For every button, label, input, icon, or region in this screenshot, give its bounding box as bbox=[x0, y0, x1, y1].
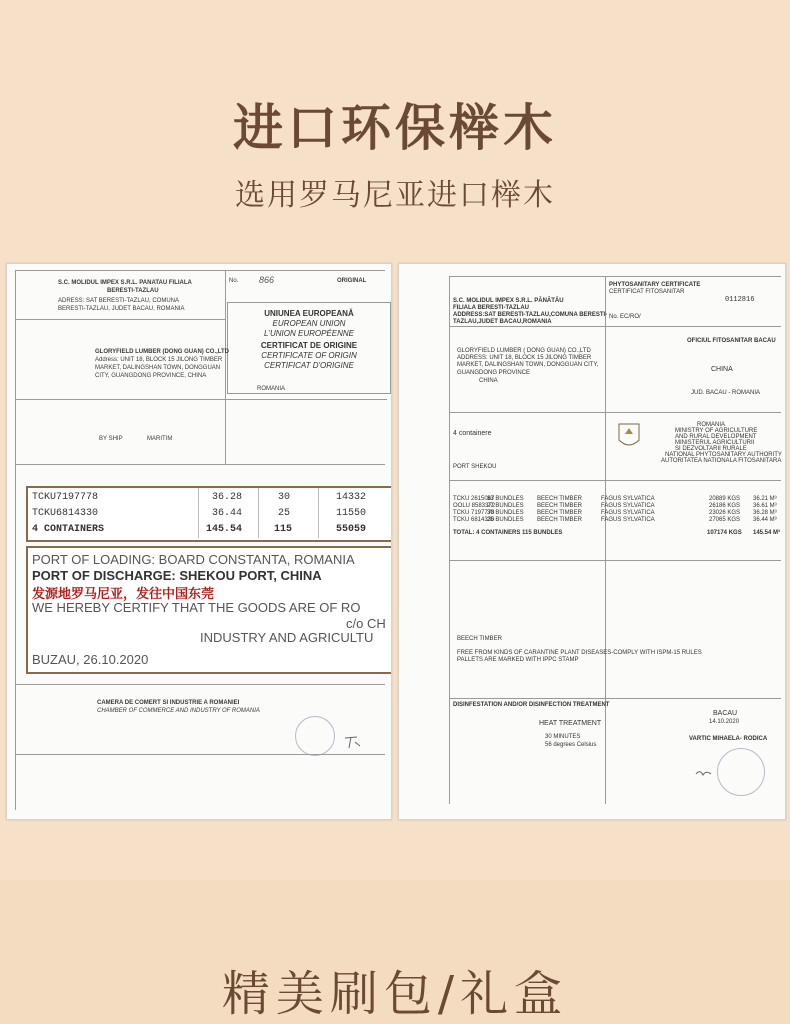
transport-value-2: MARITIM bbox=[147, 436, 173, 442]
to-country: CHINA bbox=[711, 366, 733, 373]
row-container: TCKU 6814330 bbox=[453, 517, 495, 523]
divider-line bbox=[449, 560, 781, 561]
additional-declaration: BEECH TIMBER bbox=[457, 636, 502, 642]
official-stamp bbox=[717, 748, 765, 796]
divider-line bbox=[449, 698, 781, 699]
place-of-origin: JUD. BACAU - ROMANIA bbox=[691, 390, 761, 396]
eu-title-fr: L'UNION EUROPÉENNE bbox=[264, 329, 354, 338]
phyto-consignee-4: GUANGDONG PROVINCE bbox=[457, 370, 531, 376]
divider-line bbox=[605, 276, 606, 804]
row-kgs: 26186 KGS bbox=[709, 503, 741, 509]
container-bundles: 115 bbox=[274, 524, 293, 535]
disinfestation-title: DISINFESTATION AND/OR DISINFECTION TREATMENT bbox=[453, 702, 610, 708]
consignee-address-2: MARKET, DALINGSHAN TOWN, DONGGUAN bbox=[95, 365, 221, 371]
ministry-4: MINISTERUL AGRICULTURII bbox=[675, 440, 755, 446]
row-container: TCKU 2615067 bbox=[453, 496, 495, 502]
border-line bbox=[449, 276, 781, 277]
phyto-consignee: GLORYFIELD LUMBER ( DONG GUAN) CO.,LTD bbox=[457, 348, 591, 354]
row-species: FAGUS SYLVATICA bbox=[601, 510, 655, 516]
goods-total-kgs: 107174 KGS bbox=[707, 530, 742, 536]
table-divider bbox=[198, 488, 199, 538]
row-kgs: 27065 KGS bbox=[709, 517, 741, 523]
chamber-name-en: CHAMBER OF COMMERCE AND INDUSTRY OF ROMANIA bbox=[97, 708, 260, 714]
container-weight: 14332 bbox=[336, 492, 367, 503]
row-m3: 36.21 M³ bbox=[753, 496, 777, 502]
table-divider bbox=[318, 488, 319, 538]
divider-line bbox=[15, 399, 225, 400]
containers-table bbox=[26, 486, 392, 542]
table-row bbox=[28, 506, 392, 522]
ministry-2: MINISTRY OF AGRICULTURE bbox=[675, 428, 758, 434]
page-title: 进口环保榉木 bbox=[233, 99, 557, 157]
table-divider bbox=[258, 488, 259, 538]
phyto-exporter: S.C. MOLIDUL IMPEX S.R.L. PĂNĂTĂU bbox=[453, 298, 564, 304]
consignee-address: Address: UNIT 18, BLOCK 15 JILONG TIMBER bbox=[95, 357, 223, 363]
cert-title-ro: CERTIFICAT DE ORIGINE bbox=[260, 341, 358, 350]
row-kgs: 20889 KGS bbox=[709, 496, 741, 502]
container-volume: 145.54 bbox=[206, 524, 243, 535]
cert-no-value: 866 bbox=[259, 275, 275, 285]
divider-line bbox=[15, 319, 225, 320]
phyto-exporter-3: ADDRESS:SAT BERESTI-TAZLAU,COMUNA BERESTI- bbox=[453, 312, 608, 318]
container-bundles: 30 bbox=[278, 492, 291, 503]
row-species: FAGUS SYLVATICA bbox=[601, 517, 655, 523]
consignee-name: GLORYFIELD LUMBER (DONG GUAN) CO.,LTD bbox=[95, 349, 229, 355]
signature-mark bbox=[695, 768, 713, 778]
port-of-entry: PORT SHEKOU bbox=[453, 464, 497, 470]
row-species: FAGUS SYLVATICA bbox=[601, 503, 655, 509]
treatment-temperature: 56 degrees Celsius bbox=[545, 742, 597, 748]
origin-note: 发源地罗马尼亚，发往中国东莞 bbox=[32, 586, 215, 601]
row-timber: BEECH TIMBER bbox=[537, 517, 582, 523]
ministry-5: SI DEZVOLTARII RURALE bbox=[675, 446, 747, 452]
ministry-6: NATIONAL PHYTOSANITARY AUTHORITY bbox=[665, 452, 782, 458]
table-row-total bbox=[28, 522, 392, 538]
port-of-discharge: PORT OF DISCHARGE: SHEKOU PORT, CHINA bbox=[32, 568, 322, 583]
free-from-statement: FREE FROM KINDS OF CARANTINE PLANT DISEASES-COMPLY WITH ISPM-15 RULES bbox=[457, 650, 702, 656]
industry-label: INDUSTRY AND AGRICULTU bbox=[200, 630, 374, 645]
exporter-name-2: BERESTI-TAZLAU bbox=[107, 288, 159, 294]
original-label: ORIGINAL bbox=[337, 278, 367, 284]
cert-no-label: No. bbox=[229, 278, 239, 284]
container-weight: 11550 bbox=[336, 508, 367, 519]
row-m3: 36.28 M³ bbox=[753, 510, 777, 516]
row-bundles: 27 BUNDLES bbox=[487, 503, 524, 509]
port-of-loading: PORT OF LOADING: BOARD CONSTANTA, ROMANIA bbox=[32, 552, 355, 567]
container-volume: 36.44 bbox=[212, 508, 243, 519]
ministry-3: AND RURAL DEVELOPMENT bbox=[675, 434, 757, 440]
page-subtitle: 选用罗马尼亚进口榉木 bbox=[235, 178, 555, 213]
row-bundles: 33 BUNDLES bbox=[487, 496, 524, 502]
date-line: BUZAU, 26.10.2020 bbox=[32, 652, 149, 667]
container-id: TCKU7197778 bbox=[32, 492, 99, 503]
cert-title-fr: CERTIFICAT D'ORIGINE bbox=[264, 361, 354, 370]
row-timber: BEECH TIMBER bbox=[537, 503, 582, 509]
port-details-box bbox=[26, 546, 392, 674]
plant-org: OFICIUL FITOSANITAR BACAU bbox=[687, 338, 776, 344]
goods-total: TOTAL: 4 CONTAINERS 115 BUNDLES bbox=[453, 530, 563, 536]
divider-line bbox=[15, 464, 385, 465]
authorized-officer: VARTIC MIHAELA- RODICA bbox=[689, 736, 768, 742]
row-timber: BEECH TIMBER bbox=[537, 496, 582, 502]
chamber-name-ro: CAMERA DE COMERT SI INDUSTRIE A ROMANIEI bbox=[97, 700, 240, 706]
table-row bbox=[28, 490, 392, 506]
romania-coat-of-arms-icon bbox=[615, 418, 643, 454]
container-id: TCKU6814330 bbox=[32, 508, 99, 519]
phyto-exporter-2: FILIALA BERESTI-TAZLAU bbox=[453, 305, 529, 311]
exporter-address-2: BERESTI-TAZLAU, JUDET BACAU, ROMANIA bbox=[58, 306, 185, 312]
exporter-address: ADRESS: SAT BERESTI-TAZLAU, COMUNA bbox=[58, 298, 180, 304]
divider-line bbox=[225, 270, 226, 464]
phyto-number: 0112816 bbox=[725, 296, 755, 304]
row-bundles: 25 BUNDLES bbox=[487, 517, 524, 523]
treatment-duration: 30 MINUTES bbox=[545, 734, 581, 740]
divider-line bbox=[15, 684, 385, 685]
phyto-consignee-5: CHINA bbox=[479, 378, 498, 384]
border-line bbox=[15, 270, 16, 810]
co-label: c/o CH bbox=[346, 616, 386, 631]
row-timber: BEECH TIMBER bbox=[537, 510, 582, 516]
phyto-consignee-3: MARKET, DALINGSHAN TOWN, DONGGUAN CITY, bbox=[457, 362, 599, 368]
cert-title-en: CERTIFICATE OF ORIGIN bbox=[261, 351, 357, 360]
container-bundles: 25 bbox=[278, 508, 291, 519]
container-weight: 55059 bbox=[336, 524, 367, 535]
place-of-issue: BACAU bbox=[713, 710, 738, 717]
pallets-statement: PALLETS ARE MARKED WITH IPPC STAMP bbox=[457, 657, 579, 663]
phyto-doc-title: PHYTOSANITARY CERTIFICATE bbox=[609, 282, 701, 288]
row-bundles: 30 BUNDLES bbox=[487, 510, 524, 516]
phyto-exporter-4: TAZLAU,JUDET BACAU,ROMANIA bbox=[453, 319, 552, 325]
chamber-stamp bbox=[295, 716, 335, 756]
divider-line bbox=[449, 412, 781, 413]
ministry-1: ROMANIA bbox=[697, 422, 726, 428]
row-kgs: 23026 KGS bbox=[709, 510, 741, 516]
ec-ro-label: No. EC/RO/ bbox=[609, 314, 641, 320]
eu-title-box bbox=[227, 302, 391, 394]
certificate-of-origin bbox=[6, 263, 392, 820]
ministry-7: AUTORITATEA NATIONALA FITOSANITARA bbox=[661, 458, 782, 464]
row-container: TCKU 7197778 bbox=[453, 510, 495, 516]
goods-total-m3: 145.54 M³ bbox=[753, 530, 781, 536]
divider-line bbox=[449, 480, 781, 481]
divider-line bbox=[15, 754, 385, 755]
row-species: FAGUS SYLVATICA bbox=[601, 496, 655, 502]
border-line bbox=[449, 276, 450, 804]
conveyance: 4 containere bbox=[453, 430, 492, 437]
eu-title-ro: UNIUNEA EUROPEANĂ bbox=[264, 309, 354, 318]
heat-treatment: HEAT TREATMENT bbox=[539, 720, 602, 727]
divider-line bbox=[449, 326, 781, 327]
container-id: 4 CONTAINERS bbox=[32, 524, 105, 535]
transport-value: BY SHIP bbox=[99, 436, 123, 442]
row-container: OOLU 8583372 bbox=[453, 503, 496, 509]
phyto-consignee-2: ADDRESS: UNIT 18, BLOCK 15 JILONG TIMBER bbox=[457, 355, 592, 361]
row-m3: 36.61 M³ bbox=[753, 503, 777, 509]
border-line bbox=[15, 270, 385, 271]
row-m3: 36.44 M³ bbox=[753, 517, 777, 523]
phyto-doc-title-2: CERTIFICAT FITOSANITAR bbox=[609, 289, 685, 295]
section-title: 精美刷包/礼盒 bbox=[221, 966, 569, 1022]
phytosanitary-certificate bbox=[398, 263, 786, 820]
date-of-issue: 14.10.2020 bbox=[709, 719, 740, 725]
eu-title-en: EUROPEAN UNION bbox=[272, 319, 346, 328]
divider-line bbox=[225, 399, 387, 400]
container-volume: 36.28 bbox=[212, 492, 243, 503]
exporter-name: S.C. MOLIDUL IMPEX S.R.L. PANATAU FILIALA bbox=[58, 280, 192, 286]
consignee-address-3: CITY, GUANGDONG PROVINCE, CHINA bbox=[95, 373, 207, 379]
country-value: ROMANIA bbox=[257, 386, 286, 392]
certify-statement: WE HEREBY CERTIFY THAT THE GOODS ARE OF RO bbox=[32, 600, 361, 615]
signature-mark bbox=[343, 734, 363, 750]
